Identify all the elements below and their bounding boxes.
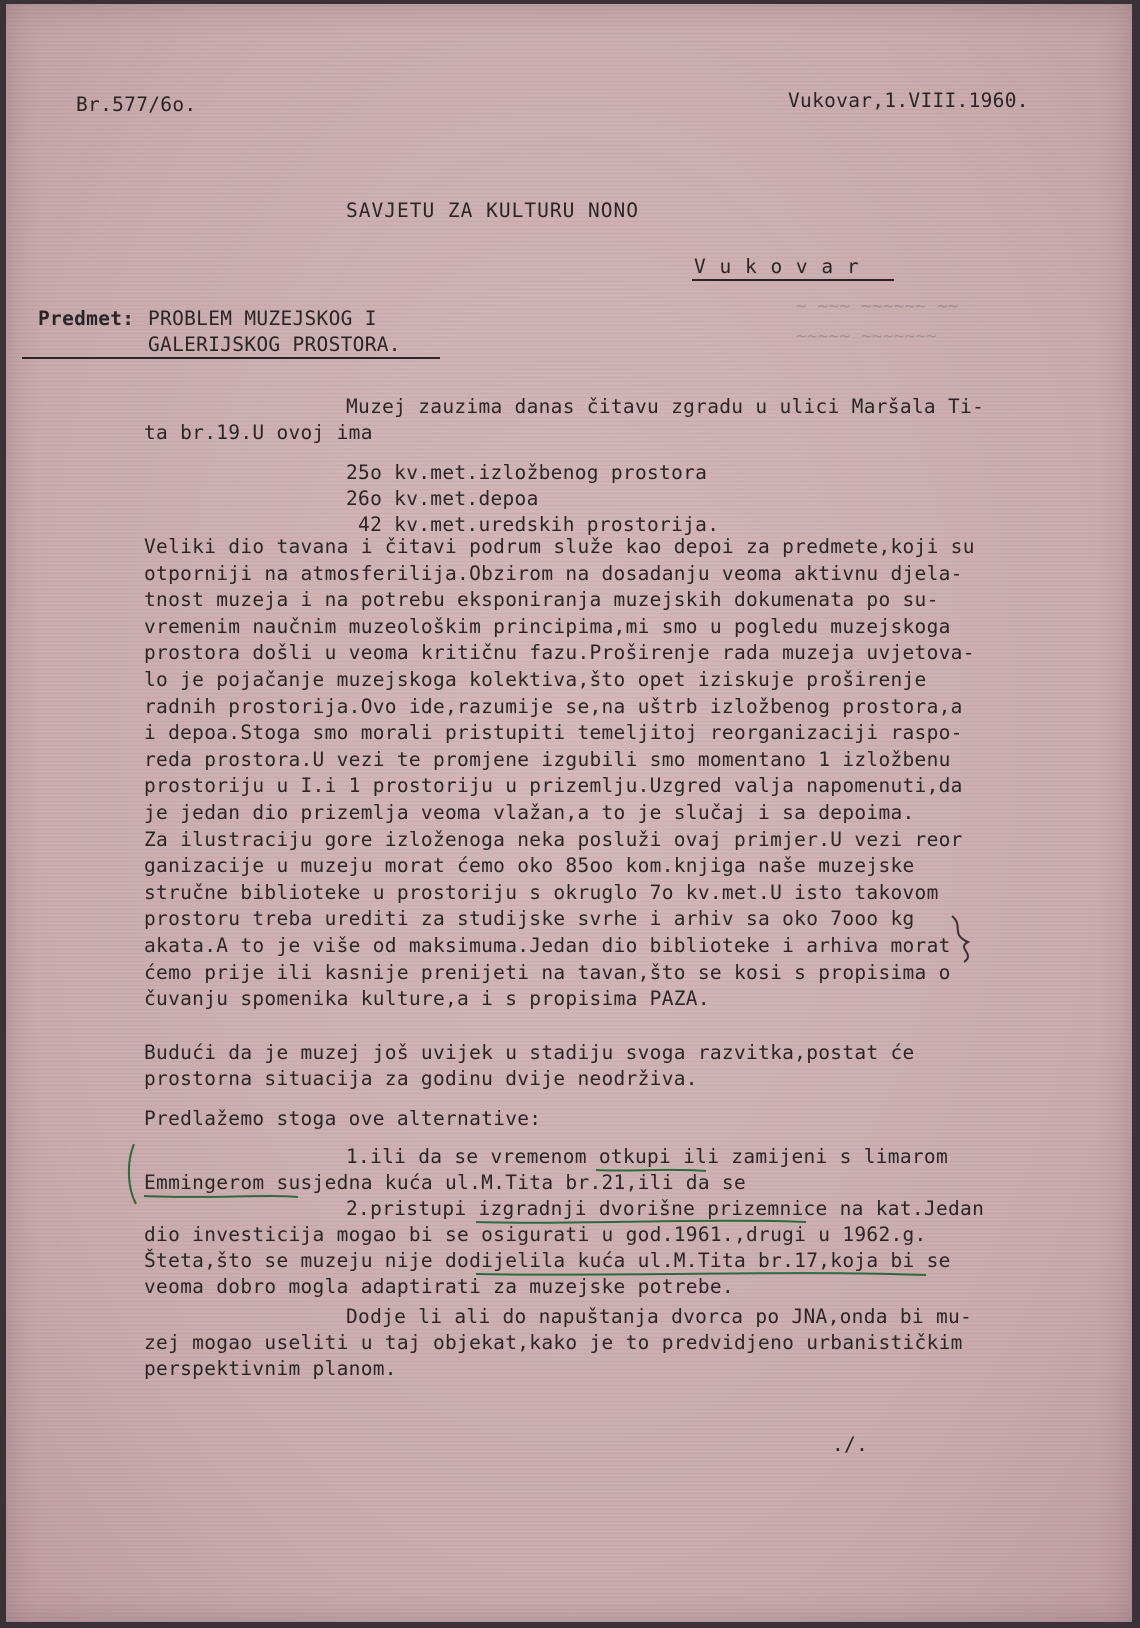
body-line: i depoa.Stoga smo morali pristupiti temeljitoj reorganizaciji raspo- xyxy=(144,721,963,745)
body-line: prostoriju u I.i 1 prostoriju u prizemlju.Uzgred valja napomenuti,da xyxy=(144,774,963,798)
body-line: čuvanju spomenika kulture,a i s propisima PAZA. xyxy=(144,987,710,1011)
recipient-underline xyxy=(692,279,894,281)
alternative-2-line-3: Šteta,što se muzeju nije dodijelila kuća ul.M.Tita br.17,koja bi se xyxy=(144,1249,951,1272)
document-page xyxy=(6,4,1132,1622)
subject-underline xyxy=(22,357,440,359)
body-line: Za ilustraciju gore izloženoga neka posluži ovaj primjer.U vezi reor xyxy=(144,827,963,851)
body-line: otporniji na atmosferilija.Obzirom na dosadanju veoma aktivnu djela- xyxy=(144,561,963,585)
body-line: lo je pojačanje muzejskoga kolektiva,što opet iziskuje proširenje xyxy=(144,667,927,691)
body-line: tnost muzeja i na potrebu eksponiranja muzejskih dokumenata po su- xyxy=(144,588,939,612)
body-line: prostora došli u veoma kritičnu fazu.Proširenje rada muzeja uvjetova- xyxy=(144,641,975,665)
bleed-through-mark: ~~~~~ ~~~~~~~ xyxy=(796,326,937,347)
body-line: vremenim naučnim muzeološkim principima,mi smo u pogledu muzejskoga xyxy=(144,614,951,638)
alternative-2-line-4: veoma dobro mogla adaptirati za muzejske potrebe. xyxy=(144,1275,734,1298)
reference-number: Br.577/6o. xyxy=(76,93,197,116)
space-item-exhibition: 25o kv.met.izložbenog prostora xyxy=(346,461,708,484)
continuation-mark: ./. xyxy=(832,1433,869,1456)
body-line: je jedan dio prizemlja veoma vlažan,a to je slučaj i sa depoima. xyxy=(144,800,915,824)
recipient-line-2: V u k o v a r xyxy=(694,255,860,278)
space-item-depot: 26o kv.met.depoa xyxy=(346,487,539,510)
body-line: reda prostora.U vezi te promjene izgubili smo momentano 1 izložbenu xyxy=(144,747,951,771)
body-line: stručne biblioteke u prostoriju s okruglo 7o kv.met.U isto takovom xyxy=(144,880,939,904)
body-paragraph xyxy=(144,534,975,1013)
body-line: prostoru treba urediti za studijske svrhe i arhiv sa oko 7ooo kg xyxy=(144,907,915,931)
margin-bracket-mark xyxy=(129,1144,136,1204)
closing-line-1: Dodje li ali do napuštanja dvorca po JNA,onda bi mu- xyxy=(346,1305,973,1328)
development-line-1: Budući da je muzej još uvijek u stadiju svoga razvitka,postat će xyxy=(144,1041,915,1064)
place-date: Vukovar,1.VIII.1960. xyxy=(788,89,1029,112)
recipient-line-1: SAVJETU ZA KULTURU NONO xyxy=(346,199,640,222)
alternative-1-line-2: Emmingerom susjedna kuća ul.M.Tita br.21,ili da se xyxy=(144,1171,746,1194)
subject-line-1: PROBLEM MUZEJSKOG I xyxy=(148,307,377,330)
body-line: ganizacije u muzeju morat ćemo oko 85oo kom.knjiga naše muzejske xyxy=(144,854,915,878)
body-line: ćemo prije ili kasnije prenijeti na tavan,što se kosi s propisima o xyxy=(144,960,951,984)
alternative-2-line-2: dio investicija mogao bi se osigurati u god.1961.,drugi u 1962.g. xyxy=(144,1223,927,1246)
body-line: radnih prostorija.Ovo ide,razumije se,na uštrb izložbenog prostora,a xyxy=(144,694,963,718)
closing-line-2: zej mogao useliti u taj objekat,kako je to predvidjeno urbanističkim xyxy=(144,1331,963,1354)
subject-label: Predmet: xyxy=(38,307,135,330)
alternative-1-line-1: 1.ili da se vremenom otkupi ili zamijeni s limarom xyxy=(346,1145,948,1168)
subject-line-2: GALERIJSKOG PROSTORA. xyxy=(148,333,401,356)
intro-line-2: ta br.19.U ovoj ima xyxy=(144,421,373,444)
bleed-through-mark: ~ ~~~ ~~~~~~ ~~ xyxy=(796,296,959,317)
development-line-2: prostorna situacija za godinu dvije neodrživa. xyxy=(144,1067,698,1090)
alternatives-intro: Predlažemo stoga ove alternative: xyxy=(144,1107,542,1130)
body-line: Veliki dio tavana i čitavi podrum služe kao depoi za predmete,koji su xyxy=(144,535,975,558)
closing-line-3: perspektivnim planom. xyxy=(144,1357,397,1380)
body-line: akata.A to je više od maksimuma.Jedan dio biblioteke i arhiva morat xyxy=(144,933,951,957)
alternative-2-line-1: 2.pristupi izgradnji dvorišne prizemnice na kat.Jedan xyxy=(346,1197,985,1220)
intro-line-1: Muzej zauzima danas čitavu zgradu u ulici Maršala Ti- xyxy=(346,395,985,418)
space-item-office: 42 kv.met.uredskih prostorija. xyxy=(346,513,720,536)
